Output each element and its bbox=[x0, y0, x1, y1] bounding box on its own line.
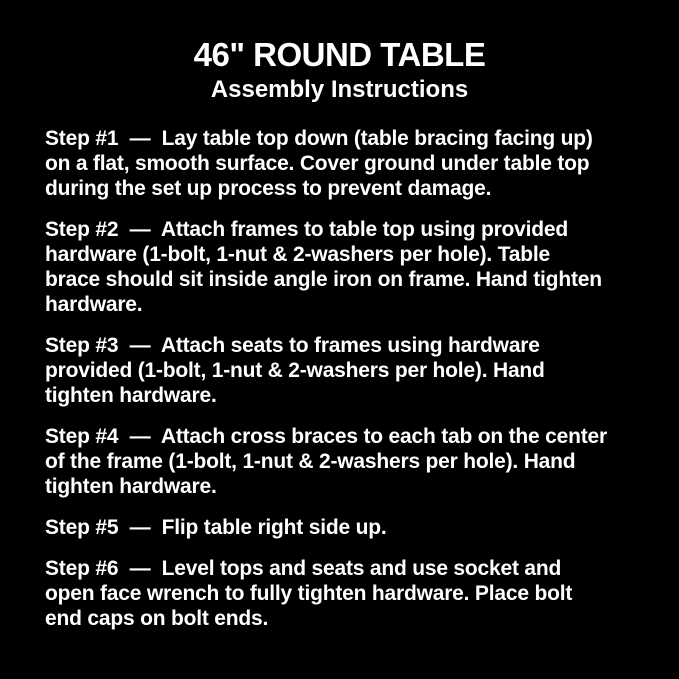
step-3-line-2: provided (1-bolt, 1-nut & 2-washers per hole). Hand bbox=[45, 359, 545, 382]
step-4-line-3: tighten hardware. bbox=[45, 475, 217, 498]
step-2-line-3: brace should sit inside angle iron on frame. Hand tighten bbox=[45, 268, 602, 291]
poster-title: 46" ROUND TABLE bbox=[193, 36, 486, 73]
step-3-line-3: tighten hardware. bbox=[45, 384, 217, 407]
step-6-line-3: end caps on bolt ends. bbox=[45, 607, 269, 630]
step-4-paragraph bbox=[45, 424, 639, 499]
step-2-line-1: Step #2 — Attach frames to table top using provided bbox=[45, 218, 569, 241]
step-2-line-2: hardware (1-bolt, 1-nut & 2-washers per hole). Table bbox=[45, 243, 550, 266]
step-1-line-2: on a flat, smooth surface. Cover ground under table top bbox=[45, 152, 590, 175]
step-1-paragraph bbox=[45, 126, 639, 201]
step-4-line-1: Step #4 — Attach cross braces to each tab on the center bbox=[45, 425, 607, 448]
step-6-line-2: open face wrench to fully tighten hardware. Place bolt bbox=[45, 582, 573, 605]
poster-subtitle: Assembly Instructions bbox=[210, 76, 469, 103]
step-3-line-1: Step #3 — Attach seats to frames using hardware bbox=[45, 334, 540, 357]
poster-header bbox=[0, 0, 679, 104]
step-5-paragraph bbox=[45, 515, 639, 540]
step-6-line-1: Step #6 — Level tops and seats and use socket and bbox=[45, 557, 562, 580]
step-5-line-1: Step #5 — Flip table right side up. bbox=[45, 516, 387, 539]
step-2-line-4: hardware. bbox=[45, 293, 143, 316]
step-1-line-3: during the set up process to prevent damage. bbox=[45, 177, 492, 200]
step-1-line-1: Step #1 — Lay table top down (table bracing facing up) bbox=[45, 127, 593, 150]
step-2-paragraph bbox=[45, 217, 639, 317]
step-6-paragraph bbox=[45, 556, 639, 631]
step-4-line-2: of the frame (1-bolt, 1-nut & 2-washers per hole). Hand bbox=[45, 450, 576, 473]
step-3-paragraph bbox=[45, 333, 639, 408]
steps-list bbox=[0, 126, 679, 631]
